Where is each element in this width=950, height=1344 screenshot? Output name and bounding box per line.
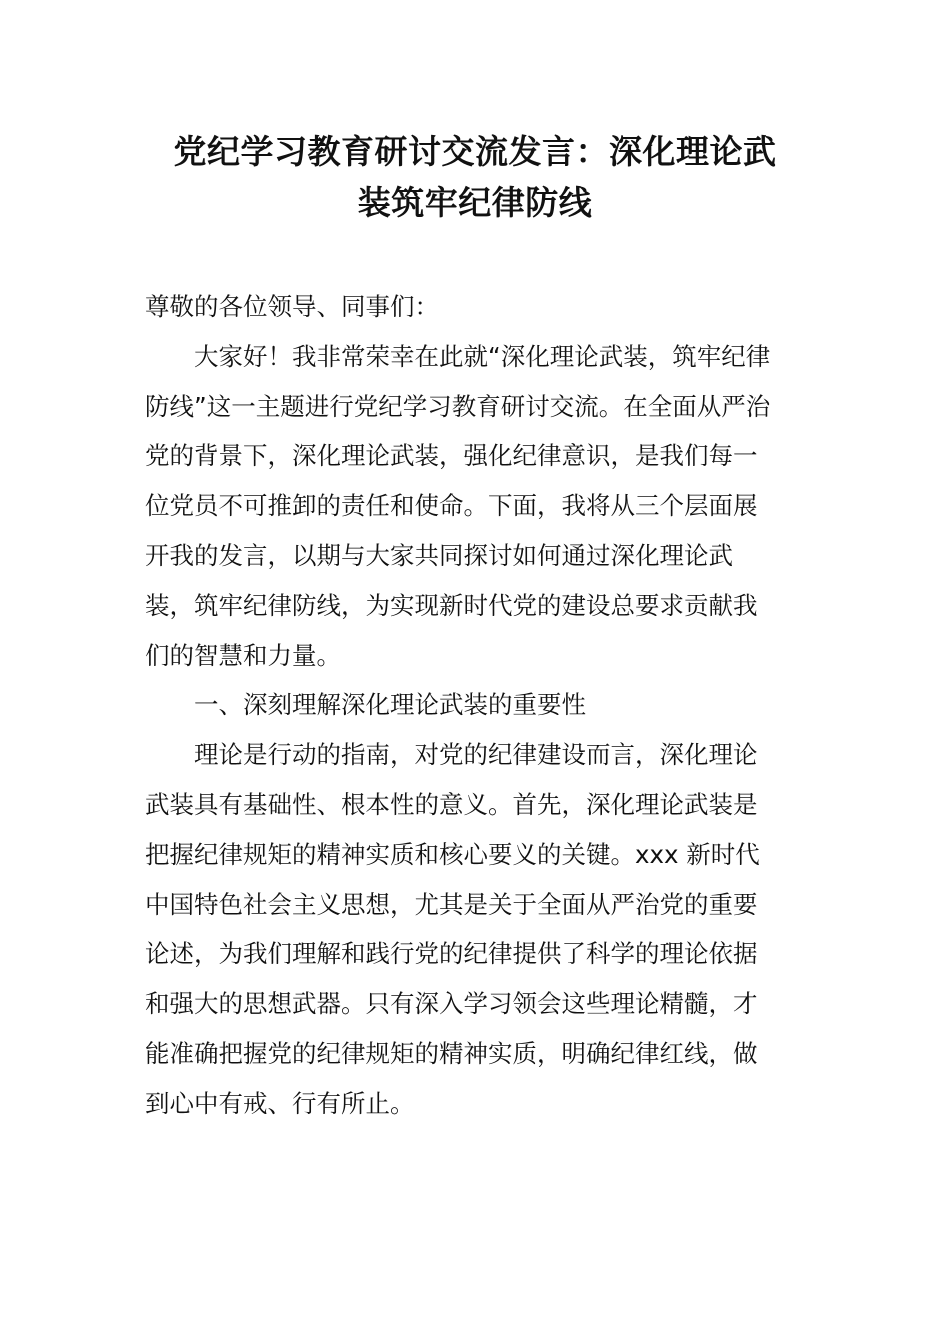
title-line-2: 装筑牢纪律防线 xyxy=(357,183,593,222)
paragraph-line: 到心中有戒、行有所止。 xyxy=(145,1088,415,1118)
paragraph-line: 武装具有基础性、根本性的意义。首先，深化理论武装是 xyxy=(145,789,758,819)
paragraph-line: 开我的发言，以期与大家共同探讨如何通过深化理论武 xyxy=(145,540,733,570)
paragraph-line: 中国特色社会主义思想，尤其是关于全面从严治党的重要 xyxy=(145,889,758,919)
paragraph-theory xyxy=(145,730,810,1128)
paragraph-line: 防线”这一主题进行党纪学习教育研讨交流。在全面从严治 xyxy=(145,391,771,421)
paragraph-line: 把握纪律规矩的精神实质和核心要义的关键。xxx 新时代 xyxy=(145,839,760,869)
title-line-1: 党纪学习教育研讨交流发言：深化理论武 xyxy=(173,132,777,171)
paragraph-line: 理论是行动的指南，对党的纪律建设而言，深化理论 xyxy=(194,740,758,770)
paragraph-line: 大家好！我非常荣幸在此就“深化理论武装，筑牢纪律 xyxy=(194,341,771,371)
paragraph-line: 和强大的思想武器。只有深入学习领会这些理论精髓，才 xyxy=(145,989,758,1019)
paragraph-line: 们的智慧和力量。 xyxy=(145,640,341,670)
salutation: 尊敬的各位领导、同事们： xyxy=(145,292,439,321)
paragraph-intro xyxy=(145,332,810,681)
page-title xyxy=(140,126,810,228)
section-heading: 一、深刻理解深化理论武装的重要性 xyxy=(194,690,586,720)
paragraph-line: 能准确把握党的纪律规矩的精神实质，明确纪律红线，做 xyxy=(145,1038,758,1068)
paragraph-line: 装，筑牢纪律防线，为实现新时代党的建设总要求贡献我 xyxy=(145,590,758,620)
document-body xyxy=(145,282,810,1129)
paragraph-line: 位党员不可推卸的责任和使命。下面，我将从三个层面展 xyxy=(145,491,758,521)
paragraph-line: 党的背景下，深化理论武装，强化纪律意识，是我们每一 xyxy=(145,441,758,471)
paragraph-line: 论述，为我们理解和践行党的纪律提供了科学的理论依据 xyxy=(145,939,758,969)
